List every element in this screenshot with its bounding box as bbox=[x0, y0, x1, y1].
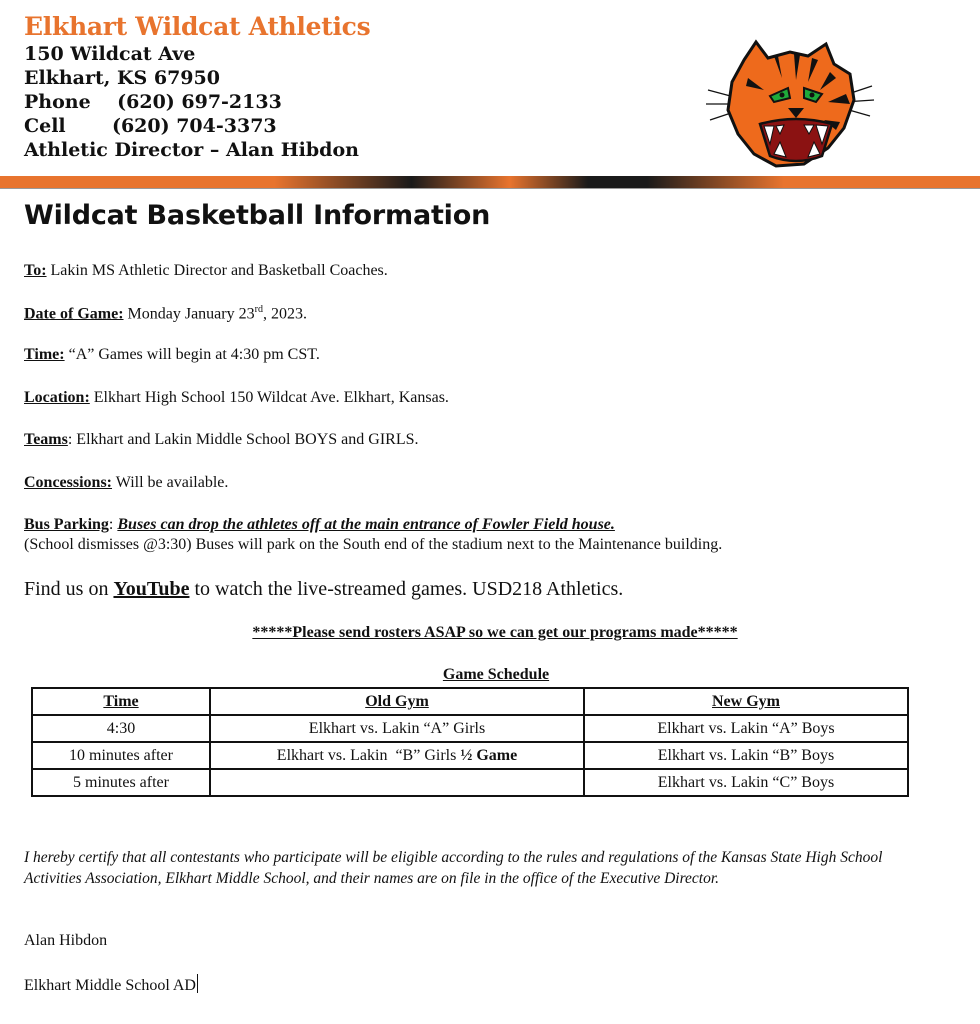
field-bus-label: Bus Parking bbox=[24, 516, 109, 533]
field-concessions bbox=[24, 474, 228, 492]
phone-line: Phone (620) 697-2133 bbox=[24, 91, 282, 113]
field-bus-parking bbox=[24, 516, 615, 534]
signature-role: Elkhart Middle School AD bbox=[24, 977, 196, 994]
field-time bbox=[24, 346, 320, 364]
signature-role-line bbox=[24, 974, 198, 995]
field-bus-note: Buses can drop the athletes off at the main entrance of Fowler Field house. bbox=[117, 516, 615, 533]
youtube-link[interactable]: YouTube bbox=[113, 578, 190, 600]
field-teams bbox=[24, 431, 419, 449]
header-divider-stripe bbox=[0, 176, 980, 188]
field-to-value: Lakin MS Athletic Director and Basketball Coaches. bbox=[46, 262, 388, 279]
field-time-label: Time: bbox=[24, 346, 65, 363]
row-old-gym-text: Elkhart vs. Lakin “A” Girls bbox=[308, 719, 486, 737]
field-teams-value: : Elkhart and Lakin Middle School BOYS and GIRLS. bbox=[67, 431, 419, 448]
org-name: Elkhart Wildcat Athletics bbox=[24, 12, 371, 41]
schedule-title: Game Schedule bbox=[442, 666, 550, 683]
field-to bbox=[24, 262, 388, 280]
row-new-gym: Elkhart vs. Lakin “B” Boys bbox=[584, 742, 908, 769]
field-bus-detail: (School dismisses @3:30) Buses will park on the South end of the stadium next to the Maintenance building. bbox=[24, 536, 723, 553]
row-old-gym-bold: ½ Game bbox=[460, 746, 518, 764]
table-header-row bbox=[32, 688, 908, 715]
field-concessions-label: Concessions: bbox=[24, 474, 113, 491]
address-line-2: Elkhart, KS 67950 bbox=[24, 67, 220, 89]
certification-statement: I hereby certify that all contestants who participate will be eligible according to the rules and regulations of the Kansas State High School Activities Association, Elkhart Middle School, and their names are on file in the office of the Executive Director. bbox=[24, 849, 883, 887]
youtube-line bbox=[24, 578, 623, 601]
field-bus-colon: : bbox=[108, 516, 118, 533]
row-new-gym: Elkhart vs. Lakin “C” Boys bbox=[584, 769, 908, 796]
address-line-1: 150 Wildcat Ave bbox=[24, 43, 196, 65]
signature-name: Alan Hibdon bbox=[24, 932, 108, 949]
roster-note: *****Please send rosters ASAP so we can get our programs made***** bbox=[252, 624, 738, 641]
field-location bbox=[24, 389, 449, 407]
game-schedule-table bbox=[31, 687, 909, 797]
youtube-pre: Find us on bbox=[24, 578, 114, 600]
table-row bbox=[32, 769, 908, 796]
youtube-post: to watch the live-streamed games. USD218 Athletics. bbox=[189, 578, 624, 600]
header-new-gym: New Gym bbox=[584, 688, 908, 715]
field-date-suffix: rd bbox=[254, 304, 263, 315]
page-title: Wildcat Basketball Information bbox=[24, 200, 491, 231]
field-concessions-value: Will be available. bbox=[112, 474, 229, 491]
field-location-label: Location: bbox=[24, 389, 90, 406]
table-row bbox=[32, 742, 908, 769]
header-divider-line bbox=[0, 188, 980, 189]
row-old-gym bbox=[210, 769, 584, 796]
wildcat-mascot-icon bbox=[704, 38, 876, 170]
athletic-director-line: Athletic Director – Alan Hibdon bbox=[24, 139, 359, 161]
row-time: 4:30 bbox=[32, 715, 210, 742]
text-cursor bbox=[197, 974, 198, 993]
row-time: 5 minutes after bbox=[32, 769, 210, 796]
field-location-value: Elkhart High School 150 Wildcat Ave. Elkhart, Kansas. bbox=[89, 389, 449, 406]
cell-line: Cell (620) 704-3373 bbox=[24, 115, 277, 137]
field-date-label: Date of Game: bbox=[24, 305, 124, 323]
row-old-gym bbox=[210, 715, 584, 742]
field-date-value: Monday January 23 bbox=[123, 305, 255, 323]
field-date bbox=[24, 304, 307, 323]
letterhead bbox=[24, 12, 370, 162]
table-row bbox=[32, 715, 908, 742]
row-time: 10 minutes after bbox=[32, 742, 210, 769]
field-date-year: , 2023. bbox=[262, 305, 307, 323]
field-time-value: “A” Games will begin at 4:30 pm CST. bbox=[64, 346, 320, 363]
field-teams-label: Teams bbox=[24, 431, 68, 448]
row-new-gym: Elkhart vs. Lakin “A” Boys bbox=[584, 715, 908, 742]
header-old-gym: Old Gym bbox=[210, 688, 584, 715]
row-old-gym-text: Elkhart vs. Lakin “B” Girls bbox=[276, 746, 461, 764]
field-to-label: To: bbox=[24, 262, 47, 279]
row-old-gym bbox=[210, 742, 584, 769]
header-time: Time bbox=[32, 688, 210, 715]
